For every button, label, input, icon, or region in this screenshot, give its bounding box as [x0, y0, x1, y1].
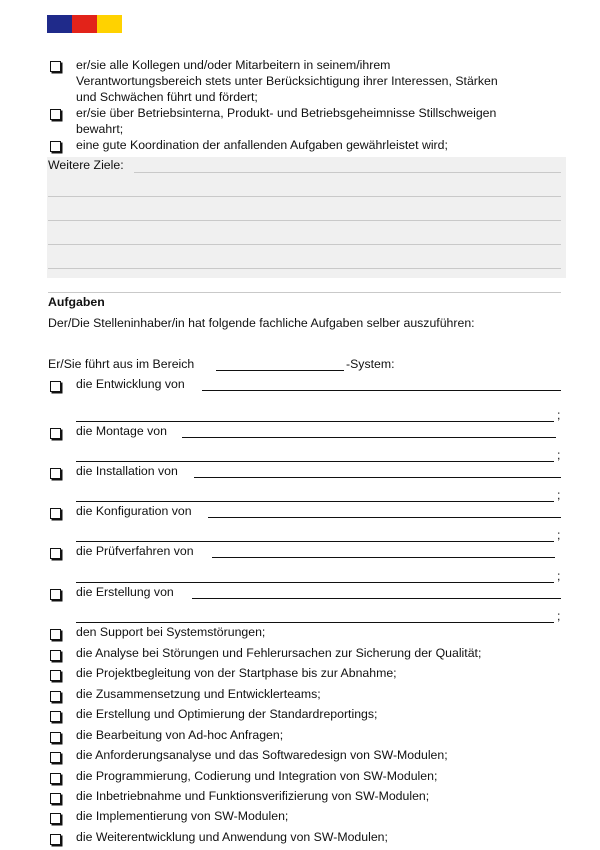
- montage-line-2[interactable]: [76, 461, 554, 462]
- semicolon-6: ;: [557, 609, 561, 623]
- weitere-ziele-label: Weitere Ziele:: [48, 158, 124, 172]
- logo-red-block: [72, 15, 97, 33]
- installation-line-1[interactable]: [194, 477, 561, 478]
- fill-item-montage: die Montage von: [76, 424, 167, 438]
- pruefverfahren-line-2[interactable]: [76, 582, 554, 583]
- checkbox-task-6[interactable]: [50, 732, 61, 743]
- checkbox-pruefverfahren[interactable]: [50, 548, 61, 559]
- task-item-9: die Inbetriebnahme und Funktionsverifizierung von SW-Modulen;: [76, 789, 430, 803]
- konfiguration-line-1[interactable]: [208, 517, 561, 518]
- task-item-4: die Zusammensetzung und Entwicklerteams;: [76, 687, 321, 701]
- weitere-ziele-field[interactable]: [47, 157, 566, 278]
- checkbox-intro-2[interactable]: [50, 109, 61, 120]
- entwicklung-line-2[interactable]: [76, 421, 554, 422]
- checkbox-konfiguration[interactable]: [50, 508, 61, 519]
- aufgaben-intro: Der/Die Stelleninhaber/in hat folgende fachliche Aufgaben selber auszuführen:: [48, 316, 475, 330]
- aufgaben-heading: Aufgaben: [48, 295, 105, 309]
- semicolon-2: ;: [557, 448, 561, 462]
- checkbox-installation[interactable]: [50, 468, 61, 479]
- konfiguration-line-2[interactable]: [76, 541, 554, 542]
- fill-item-konfiguration: die Konfiguration von: [76, 504, 192, 518]
- fill-item-pruefverfahren: die Prüfverfahren von: [76, 544, 194, 558]
- intro-item-2-line-1: er/sie über Betriebsinterna, Produkt- und Betriebsgeheimnisse Stillschweigen: [76, 106, 497, 120]
- weitere-ziele-line-3[interactable]: [48, 220, 561, 221]
- intro-item-3: eine gute Koordination der anfallenden Aufgaben gewährleistet wird;: [76, 138, 448, 152]
- semicolon-1: ;: [557, 408, 561, 422]
- checkbox-task-11[interactable]: [50, 834, 61, 845]
- checkbox-montage[interactable]: [50, 428, 61, 439]
- erstellung-line-1[interactable]: [192, 598, 561, 599]
- logo-yellow-block: [97, 15, 122, 33]
- fill-item-installation: die Installation von: [76, 464, 178, 478]
- logo-blue-block: [47, 15, 72, 33]
- bereich-suffix: -System:: [346, 357, 395, 371]
- intro-item-1-line-3: und Schwächen führt und fördert;: [76, 90, 258, 104]
- weitere-ziele-line-4[interactable]: [48, 244, 561, 245]
- weitere-ziele-line-2[interactable]: [48, 196, 561, 197]
- intro-item-1-line-1: er/sie alle Kollegen und/oder Mitarbeitern in seinem/ihrem: [76, 58, 391, 72]
- intro-item-2-line-2: bewahrt;: [76, 122, 124, 136]
- task-item-10: die Implementierung von SW-Modulen;: [76, 809, 289, 823]
- fill-item-erstellung: die Erstellung von: [76, 585, 174, 599]
- fill-item-entwicklung: die Entwicklung von: [76, 377, 185, 391]
- checkbox-entwicklung[interactable]: [50, 381, 61, 392]
- pruefverfahren-line-1[interactable]: [212, 557, 555, 558]
- intro-item-1-line-2: Verantwortungsbereich stets unter Berücksichtigung ihrer Interessen, Stärken: [76, 74, 498, 88]
- installation-line-2[interactable]: [76, 501, 554, 502]
- checkbox-task-4[interactable]: [50, 691, 61, 702]
- company-logo: [47, 15, 122, 33]
- task-item-6: die Bearbeitung von Ad-hoc Anfragen;: [76, 728, 284, 742]
- task-item-3: die Projektbegleitung von der Startphase bis zur Abnahme;: [76, 666, 397, 680]
- weitere-ziele-line-6[interactable]: [48, 292, 561, 293]
- checkbox-erstellung[interactable]: [50, 589, 61, 600]
- semicolon-5: ;: [557, 569, 561, 583]
- bereich-input-line[interactable]: [216, 370, 344, 371]
- checkbox-task-10[interactable]: [50, 813, 61, 824]
- checkbox-task-9[interactable]: [50, 793, 61, 804]
- task-item-1: den Support bei Systemstörungen;: [76, 625, 266, 639]
- weitere-ziele-line-5[interactable]: [48, 268, 561, 269]
- task-item-8: die Programmierung, Codierung und Integration von SW-Modulen;: [76, 769, 438, 783]
- checkbox-task-7[interactable]: [50, 752, 61, 763]
- entwicklung-line-1[interactable]: [202, 390, 561, 391]
- montage-line-1[interactable]: [182, 437, 556, 438]
- task-item-7: die Anforderungsanalyse und das Softwaredesign von SW-Modulen;: [76, 748, 448, 762]
- task-item-2: die Analyse bei Störungen und Fehlerursachen zur Sicherung der Qualität;: [76, 646, 482, 660]
- checkbox-task-5[interactable]: [50, 711, 61, 722]
- checkbox-task-1[interactable]: [50, 629, 61, 640]
- erstellung-line-2[interactable]: [76, 622, 554, 623]
- semicolon-3: ;: [557, 488, 561, 502]
- task-item-11: die Weiterentwicklung und Anwendung von SW-Modulen;: [76, 830, 388, 844]
- checkbox-intro-3[interactable]: [50, 141, 61, 152]
- weitere-ziele-line-1[interactable]: [134, 172, 561, 173]
- bereich-prefix: Er/Sie führt aus im Bereich: [48, 357, 195, 371]
- checkbox-task-2[interactable]: [50, 650, 61, 661]
- checkbox-intro-1[interactable]: [50, 61, 61, 72]
- task-item-5: die Erstellung und Optimierung der Standardreportings;: [76, 707, 378, 721]
- semicolon-4: ;: [557, 528, 561, 542]
- checkbox-task-8[interactable]: [50, 773, 61, 784]
- checkbox-task-3[interactable]: [50, 670, 61, 681]
